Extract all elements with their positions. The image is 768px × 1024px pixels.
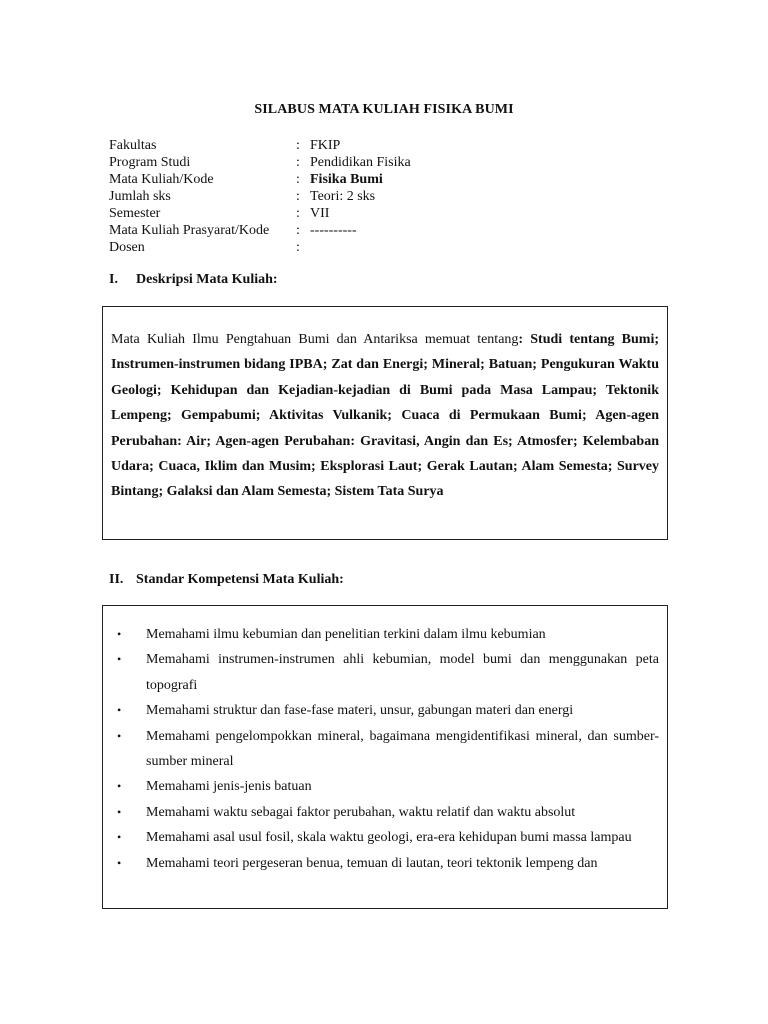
list-item (117, 698, 659, 723)
document-title: SILABUS MATA KULIAH FISIKA BUMI (254, 102, 514, 117)
list-item-text: Memahami struktur dan fase-fase materi, unsur, gabungan materi dan energi (146, 703, 574, 719)
info-value: Pendidikan Fisika (310, 155, 411, 170)
list-item (117, 647, 659, 698)
section-title: Deskripsi Mata Kuliah: (136, 272, 278, 287)
list-item (117, 774, 659, 799)
info-row-fakultas (109, 137, 411, 154)
section-title: Standar Kompetensi Mata Kuliah: (136, 572, 344, 587)
description-topics: : Studi tentang Bumi; Instrumen-instrumen bidang IPBA; Zat dan Energi; Mineral; Batuan; Pengukuran Waktu Geologi; Kehidupan dan Kejadian-kejadian di Bumi pada Masa Lampau; Tektonik Lempeng; Gempabumi; Aktivitas Vulkanik; Cuaca di Permukaan Bumi; Agen-agen Perubahan: Air; Agen-agen Perubahan: Gravitasi, Angin dan Es; Atmosfer; Kelembaban Udara; Cuaca, Iklim dan Musim; Eksplorasi Laut; Gerak Lautan; Alam Semesta; Survey Bintang; Galaksi dan Alam Semesta; Sistem Tata Surya (111, 332, 660, 500)
bullet-icon: • (117, 652, 122, 667)
info-value: Fisika Bumi (310, 172, 383, 187)
bullet-icon: • (117, 703, 122, 718)
info-colon: : (296, 138, 300, 153)
info-value: VII (310, 206, 330, 221)
course-info (109, 137, 411, 256)
list-item-text: Memahami teori pergeseran benua, temuan di lautan, teori tektonik lempeng dan (146, 855, 598, 871)
bullet-icon: • (117, 779, 122, 794)
info-row-program-studi (109, 154, 411, 171)
info-colon: : (296, 206, 300, 221)
list-item-text: Memahami pengelompokkan mineral, bagaimana mengidentifikasi mineral, dan sumber-sumber mineral (146, 728, 659, 770)
list-item-text: Memahami asal usul fosil, skala waktu geologi, era-era kehidupan bumi massa lampau (146, 830, 632, 846)
bullet-icon: • (117, 728, 122, 743)
list-item (117, 724, 659, 775)
info-label: Program Studi (109, 155, 191, 170)
info-value: Teori: 2 sks (310, 189, 376, 204)
info-label: Jumlah sks (109, 189, 171, 204)
info-row-mata-kuliah (109, 171, 411, 188)
bullet-icon: • (117, 804, 122, 819)
list-item-text: Memahami jenis-jenis batuan (146, 779, 312, 795)
info-label: Mata Kuliah Prasyarat/Kode (109, 223, 270, 238)
info-row-semester (109, 205, 411, 222)
description-box (102, 306, 668, 540)
competency-list (117, 622, 659, 876)
section-heading-deskripsi (109, 272, 278, 288)
list-item (117, 851, 659, 876)
bullet-icon: • (117, 830, 122, 845)
info-value: ---------- (310, 223, 357, 238)
info-value: FKIP (310, 138, 341, 153)
info-label: Fakultas (109, 138, 157, 153)
info-row-dosen (109, 239, 411, 256)
info-colon: : (296, 155, 300, 170)
info-row-prasyarat (109, 222, 411, 239)
bullet-icon: • (117, 627, 122, 641)
description-text (111, 327, 659, 505)
info-colon: : (296, 189, 300, 204)
section-number: II. (109, 572, 124, 587)
info-colon: : (296, 172, 300, 187)
bullet-icon: • (117, 855, 122, 870)
info-row-jumlah-sks (109, 188, 411, 205)
list-item-text: Memahami ilmu kebumian dan penelitian terkini dalam ilmu kebumian (146, 627, 546, 642)
competency-box (102, 605, 668, 909)
section-number: I. (109, 272, 118, 287)
list-item (117, 825, 659, 850)
info-label: Semester (109, 206, 161, 221)
description-intro: Mata Kuliah Ilmu Pengtahuan Bumi dan Antariksa memuat tentang (111, 332, 519, 347)
list-item (117, 622, 659, 647)
info-label: Dosen (109, 240, 145, 255)
info-colon: : (296, 240, 300, 255)
info-label: Mata Kuliah/Kode (109, 172, 214, 187)
list-item-text: Memahami instrumen-instrumen ahli kebumian, model bumi dan menggunakan peta topografi (146, 652, 659, 693)
list-item-text: Memahami waktu sebagai faktor perubahan, waktu relatif dan waktu absolut (146, 804, 576, 820)
section-heading-kompetensi (109, 572, 344, 588)
info-colon: : (296, 223, 300, 238)
list-item (117, 800, 659, 825)
